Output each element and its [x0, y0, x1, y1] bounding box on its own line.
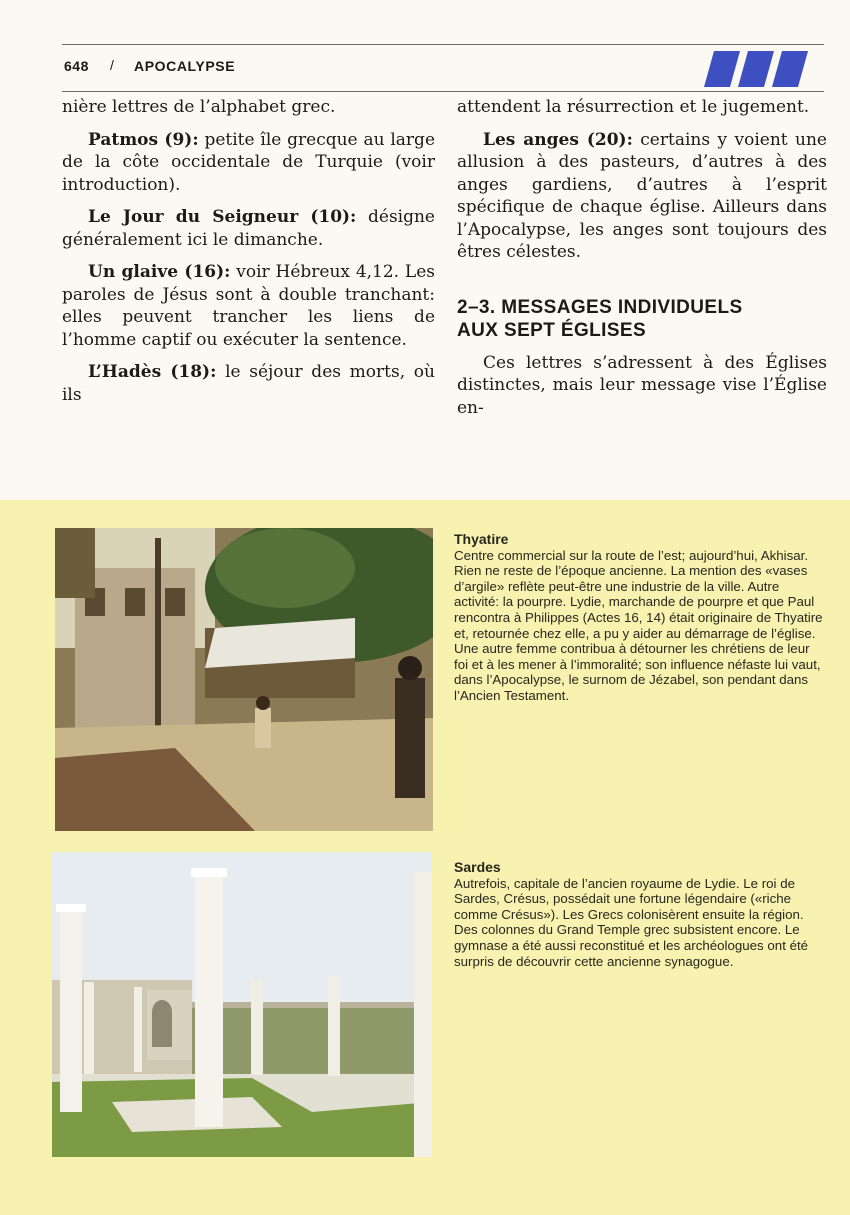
paragraph: Ces lettres s’adressent à des Églises distinctes, mais leur message vise l’Église en-: [457, 352, 827, 418]
paragraph-patmos: Patmos (9): petite île grecque au large de la côte occidentale de Turquie (voir introduction).: [62, 129, 435, 195]
section-title: APOCALYPSE: [134, 58, 236, 74]
caption-thyatire: [454, 532, 826, 704]
decorative-stripes-icon: [700, 49, 820, 89]
right-text-column: [457, 96, 827, 419]
section-heading: 2–3. MESSAGES INDIVIDUELS AUX SEPT ÉGLISES: [457, 296, 743, 341]
paragraph-jour-du-seigneur: Le Jour du Seigneur (10): désigne généralement ici le dimanche.: [62, 207, 435, 250]
term: Les anges (20):: [483, 129, 633, 150]
left-text-column: [62, 96, 435, 406]
caption-text: Autrefois, capitale de l’ancien royaume de Lydie. Le roi de Sardes, Crésus, possédait une fortune légendaire («riche comme Crésus»). Les Grecs colonisèrent ensuite la région. Des colonnes du Grand Temple grec subsistent encore. Le gymnase a été aussi reconstitué et les archéologues ont été surpris de découvrir cette ancienne synagogue.: [454, 875, 809, 969]
caption-title: Thyatire: [454, 531, 509, 547]
term: Un glaive (16):: [88, 262, 231, 282]
photo-thyatire: [55, 528, 433, 831]
page-header: [62, 44, 824, 92]
term: Patmos (9):: [88, 129, 199, 150]
caption-text: Centre commercial sur la route de l’est; aujourd’hui, Akhisar. Rien ne reste de l’époque ancienne. La mention des «vases d’argile» reflète peut-être une industrie de la ville. Autre activité: la pourpre. Lydie, marchande de pourpre et que Paul rencontra à Philippes (Actes 16, 14) était originaire de Thyatire et, retournée chez elle, a pu y aider au démarrage de l’église. Une autre femme contribua à détourner les chrétiens de leur foi et à les mener à l’immoralité; son influence néfaste lui vaut, dans l’Apocalypse, le surnom de Jézabel, son pendant dans l’Ancien Testament.: [454, 547, 823, 703]
caption-sardes: [454, 860, 826, 969]
header-separator: /: [110, 57, 114, 73]
paragraph-anges: Les anges (20): certains y voient une allusion à des pasteurs, d’autres à des anges gardiens, d’autres à l’esprit spécifique de chaque église. Ailleurs dans l’Apocalypse, les anges sont toujours des êtres célestes.: [457, 129, 827, 262]
term: Le Jour du Seigneur (10):: [88, 207, 357, 227]
paragraph: nière lettres de l’alphabet grec.: [62, 97, 336, 117]
paragraph-hades: L’Hadès (18): le séjour des morts, où ils: [62, 362, 435, 405]
page-number: 648: [64, 58, 89, 74]
term: L’Hadès (18):: [88, 362, 217, 382]
photo-sardes: [52, 852, 432, 1157]
paragraph-glaive: Un glaive (16): voir Hébreux 4,12. Les paroles de Jésus sont à double tranchant: elles peuvent trancher les liens de l’homme captif ou exécuter la sentence.: [62, 262, 435, 350]
caption-title: Sardes: [454, 859, 501, 875]
paragraph: attendent la résurrection et le jugement.: [457, 97, 810, 117]
